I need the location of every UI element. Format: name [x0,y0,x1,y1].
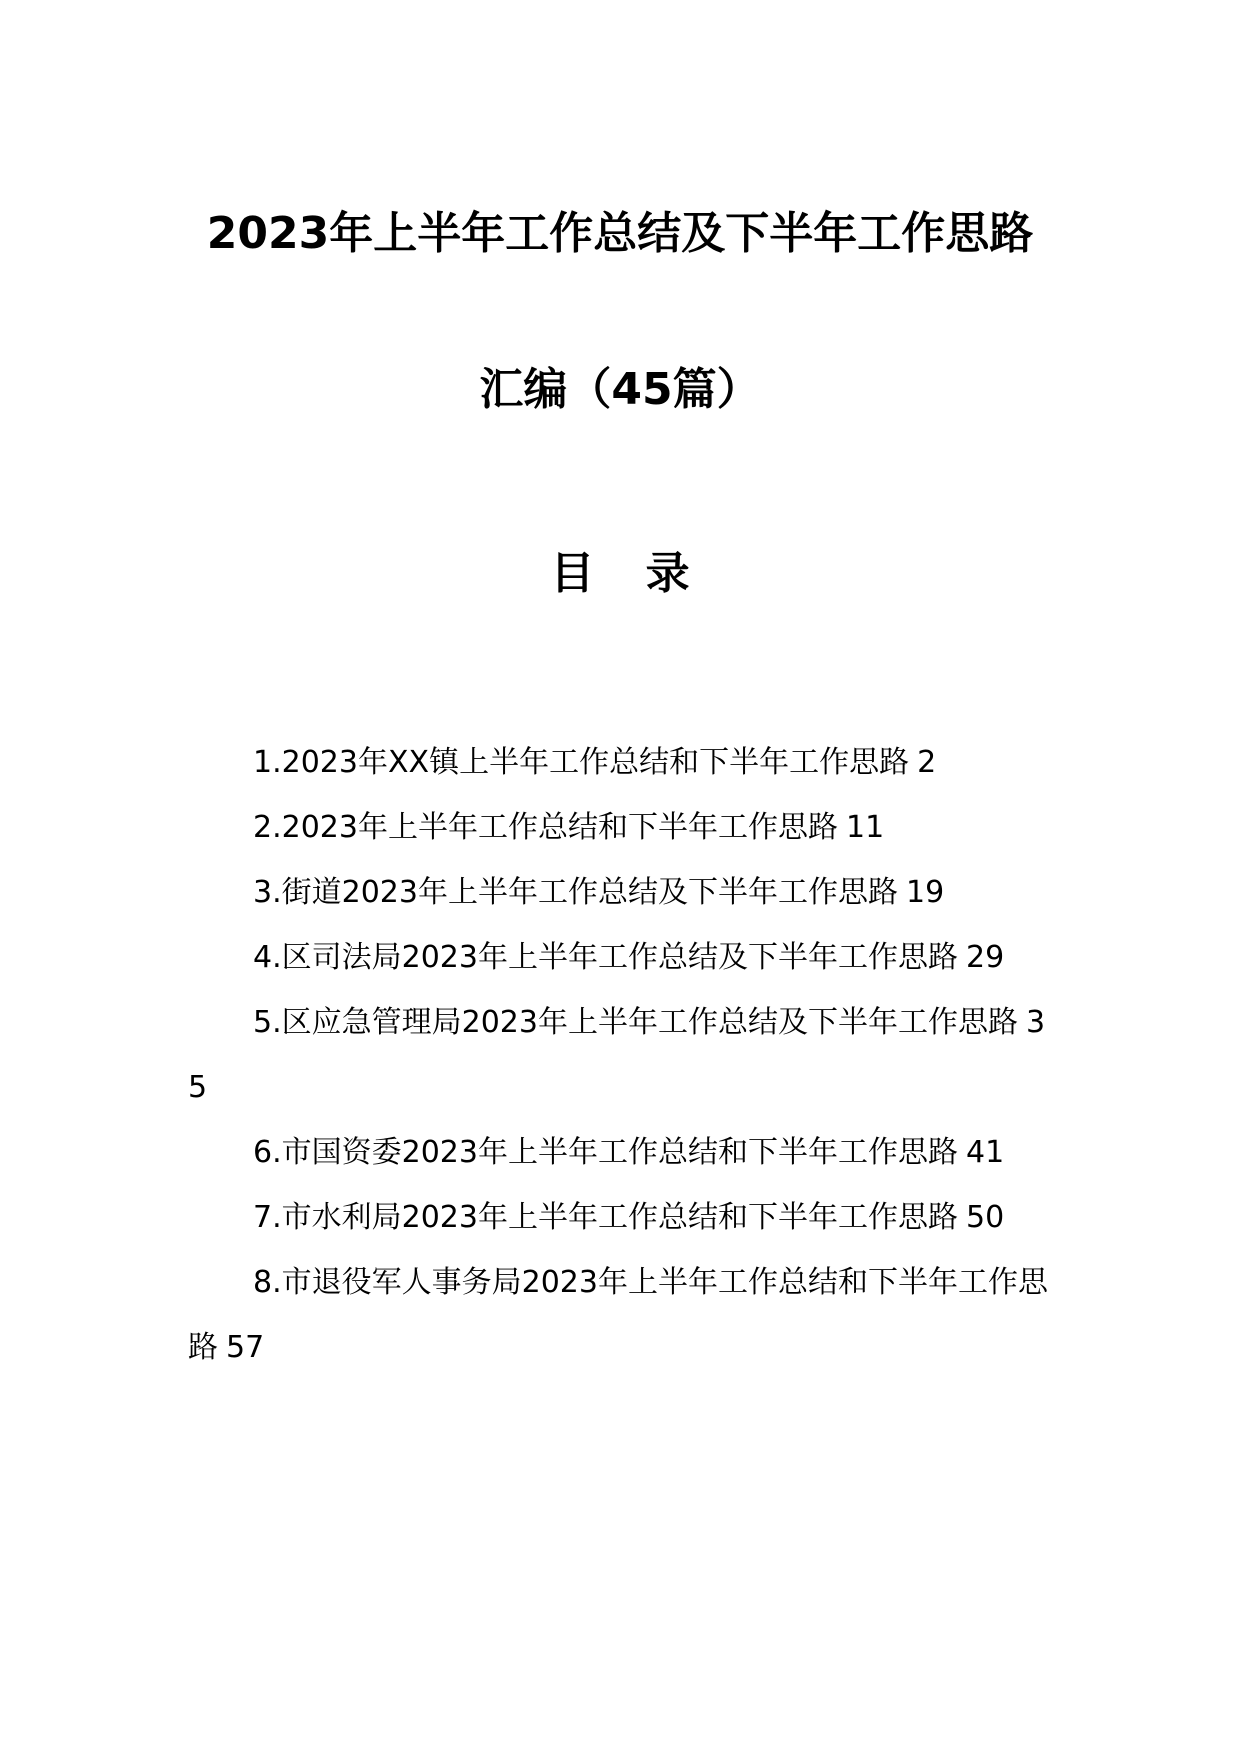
toc-entry-page: 41 [965,1135,1005,1170]
toc-entry-8[interactable] [188,1250,1058,1380]
document-title-line-2: 汇编（45篇） [479,364,761,415]
toc-entry-number: 1. [253,745,282,780]
toc-entry-3[interactable] [188,860,1058,925]
toc-entry-number: 6. [253,1135,282,1170]
toc-entry-title: 市国资委2023年上半年工作总结和下半年工作思路 [281,1135,958,1170]
toc-entry-page: 57 [226,1330,265,1365]
toc-entry-number: 7. [253,1200,282,1235]
toc-entry-1[interactable] [188,730,1058,795]
toc-entry-number: 3. [253,875,282,910]
toc-entry-page: 35 [188,1005,1046,1105]
toc-entry-title: 街道2023年上半年工作总结及下半年工作思路 [281,875,898,910]
toc-heading: 目 录 [550,548,708,599]
table-of-contents [188,730,1058,1380]
toc-entry-title: 区应急管理局2023年上半年工作总结及下半年工作思路 [281,1005,1018,1040]
toc-entry-title: 区司法局2023年上半年工作总结及下半年工作思路 [281,940,958,975]
toc-entry-number: 4. [253,940,282,975]
toc-entry-title: 2023年XX镇上半年工作总结和下半年工作思路 [281,745,910,780]
toc-entry-title: 市退役军人事务局2023年上半年工作总结和下半年工作思路 [188,1265,1048,1365]
toc-entry-7[interactable] [188,1185,1058,1250]
toc-entry-4[interactable] [188,925,1058,990]
toc-entry-page: 29 [965,940,1005,975]
toc-entry-number: 8. [253,1265,282,1300]
toc-entry-6[interactable] [188,1120,1058,1185]
toc-entry-page: 19 [905,875,945,910]
toc-entry-page: 50 [965,1200,1005,1235]
toc-entry-page: 2 [917,745,937,780]
toc-entry-title: 市水利局2023年上半年工作总结和下半年工作思路 [281,1200,958,1235]
toc-entry-5[interactable] [188,990,1058,1120]
toc-entry-page: 11 [845,810,885,845]
document-title-line-1: 2023年上半年工作总结及下半年工作思路 [206,208,1034,259]
toc-entry-title: 2023年上半年工作总结和下半年工作思路 [281,810,838,845]
toc-entry-number: 5. [253,1005,282,1040]
toc-entry-number: 2. [253,810,282,845]
toc-entry-2[interactable] [188,795,1058,860]
